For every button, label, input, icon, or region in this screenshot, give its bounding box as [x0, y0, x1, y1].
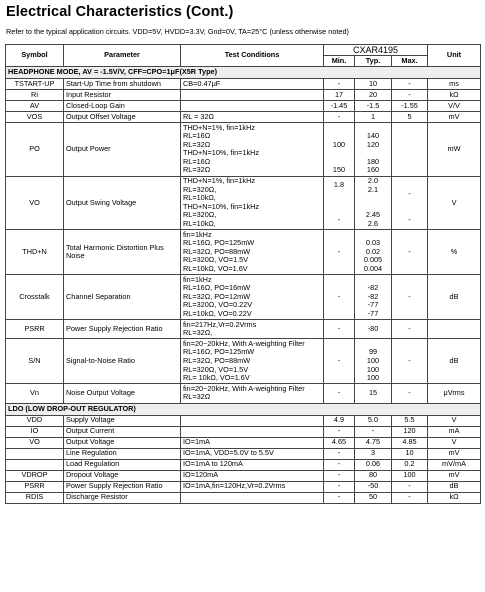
- cell-min: -: [324, 384, 355, 403]
- header-parameter: Parameter: [64, 45, 181, 67]
- cell-parameter: Start-Up Time from shutdown: [64, 79, 181, 90]
- page-subtitle: Refer to the typical application circuits. VDD=5V, HVDD=3.3V, Gnd=0V, TA=25°C (unless otherwise noted): [6, 27, 349, 36]
- cell-max: 0.2: [392, 459, 428, 470]
- table-row: [6, 275, 481, 320]
- cell-max: 10: [392, 448, 428, 459]
- header-unit: Unit: [428, 45, 481, 67]
- cell-symbol: RDIS: [6, 492, 64, 503]
- cell-parameter: Output Current: [64, 426, 181, 437]
- cell-conditions: [181, 481, 324, 492]
- cell-parameter: Dropout Voltage: [64, 470, 181, 481]
- table-row: [6, 384, 481, 403]
- header-test-conditions: Test Conditions: [181, 45, 324, 67]
- cell-parameter: Closed-Loop Gain: [64, 101, 181, 112]
- cell-min: 17: [324, 90, 355, 101]
- condition-line: RL=16Ω: [183, 156, 211, 166]
- cell-min: 4.9: [324, 415, 355, 426]
- condition-line: RL= 10kΩ, VO=1.6V: [183, 373, 250, 383]
- cell-typ: 0.06: [355, 459, 392, 470]
- cell-max: -: [392, 90, 428, 101]
- condition-line: fin=1kHz: [183, 229, 212, 239]
- cell-unit: mV: [428, 470, 481, 481]
- cell-parameter: Signal-to-Noise Ratio: [64, 339, 181, 384]
- header-symbol: Symbol: [6, 45, 64, 67]
- cell-symbol: Ri: [6, 90, 64, 101]
- cell-symbol: VDROP: [6, 470, 64, 481]
- condition-line: THD+N=10%, fin=1kHz: [183, 201, 260, 211]
- condition-line: RL=16Ω, PO=125mW: [183, 347, 255, 357]
- section-title: LDO (LOW DROP-OUT REGULATOR): [6, 403, 481, 415]
- cell-unit: mV: [428, 448, 481, 459]
- cell-typ: 2.0 2.1 2.45 2.6: [355, 176, 392, 230]
- table-row: [6, 230, 481, 275]
- table-row: [6, 112, 481, 123]
- cell-unit: kΩ: [428, 492, 481, 503]
- table-row: [6, 339, 481, 384]
- cell-min: 1.8 -: [324, 176, 355, 230]
- cell-typ: 4.75: [355, 437, 392, 448]
- cell-conditions: [181, 437, 324, 448]
- cell-unit: dB: [428, 339, 481, 384]
- condition-line: RL=32Ω,: [183, 328, 213, 338]
- cell-unit: V: [428, 415, 481, 426]
- cell-conditions: [181, 426, 324, 437]
- cell-typ: 50: [355, 492, 392, 503]
- table-body: [6, 67, 481, 504]
- cell-parameter: Power Supply Rejection Ratio: [64, 320, 181, 339]
- cell-conditions: [181, 320, 324, 339]
- table-row: [6, 459, 481, 470]
- cell-parameter: Noise Output Voltage: [64, 384, 181, 403]
- cell-typ: -80: [355, 320, 392, 339]
- cell-parameter: Load Regulation: [64, 459, 181, 470]
- cell-max: -: [392, 481, 428, 492]
- cell-unit: %: [428, 230, 481, 275]
- cell-unit: ms: [428, 79, 481, 90]
- condition-line: RL = 32Ω: [183, 111, 214, 121]
- table-row: [6, 320, 481, 339]
- cell-parameter: Total Harmonic Distortion Plus Noise: [64, 230, 181, 275]
- cell-unit: [428, 320, 481, 339]
- cell-typ: 80: [355, 470, 392, 481]
- cell-min: -: [324, 470, 355, 481]
- condition-line: RL=32Ω, PO=12mW: [183, 291, 251, 301]
- cell-symbol: [6, 448, 64, 459]
- cell-typ: 3: [355, 448, 392, 459]
- cell-parameter: Input Resistor: [64, 90, 181, 101]
- cell-typ: 0.03 0.02 0.005 0.004: [355, 230, 392, 275]
- condition-line: [183, 91, 321, 100]
- cell-conditions: [181, 230, 324, 275]
- cell-typ: -82 -82 -77 -77: [355, 275, 392, 320]
- cell-symbol: PSRR: [6, 481, 64, 492]
- cell-max: 120: [392, 426, 428, 437]
- cell-parameter: Line Regulation: [64, 448, 181, 459]
- cell-conditions: [181, 101, 324, 112]
- cell-unit: μVrms: [428, 384, 481, 403]
- cell-min: -: [324, 275, 355, 320]
- cell-max: 4.85: [392, 437, 428, 448]
- table-row: [6, 176, 481, 230]
- cell-unit: dB: [428, 275, 481, 320]
- cell-symbol: VOS: [6, 112, 64, 123]
- table-row: [6, 492, 481, 503]
- cell-conditions: [181, 492, 324, 503]
- cell-symbol: THD+N: [6, 230, 64, 275]
- cell-conditions: [181, 415, 324, 426]
- cell-typ: -50: [355, 481, 392, 492]
- cell-min: -: [324, 448, 355, 459]
- cell-symbol: Vn: [6, 384, 64, 403]
- cell-min: -: [324, 79, 355, 90]
- cell-typ: -1.5: [355, 101, 392, 112]
- cell-parameter: Discharge Resistor: [64, 492, 181, 503]
- cell-max: -: [392, 79, 428, 90]
- cell-symbol: Crosstalk: [6, 275, 64, 320]
- condition-line: IO=120mA: [183, 470, 219, 480]
- condition-line: RL=10kΩ,: [183, 219, 216, 229]
- cell-max: - -: [392, 176, 428, 230]
- condition-line: fin=20~20kHz, With A-weighting Filter: [183, 383, 305, 393]
- cell-max: -1.55: [392, 101, 428, 112]
- cell-typ: 99 100 100 100: [355, 339, 392, 384]
- condition-line: fin=1kHz: [183, 274, 212, 284]
- condition-line: RL=16Ω, PO=125mW: [183, 238, 255, 248]
- condition-line: RL=16Ω: [183, 131, 211, 141]
- cell-min: -1.45: [324, 101, 355, 112]
- table-row: [6, 470, 481, 481]
- cell-min: -: [324, 339, 355, 384]
- cell-typ: 15: [355, 384, 392, 403]
- cell-parameter: Channel Separation: [64, 275, 181, 320]
- condition-line: RL=10kΩ, VO=1.6V: [183, 264, 248, 274]
- cell-symbol: [6, 459, 64, 470]
- condition-line: RL=320Ω, VO=1.5V: [183, 364, 249, 374]
- page-title: Electrical Characteristics (Cont.): [6, 4, 234, 20]
- section-header-row: [6, 67, 481, 79]
- cell-unit: mV: [428, 112, 481, 123]
- cell-max: [392, 123, 428, 177]
- cell-parameter: Output Voltage: [64, 437, 181, 448]
- header-device: CXAR4195: [324, 45, 428, 56]
- cell-max: -: [392, 384, 428, 403]
- cell-min: -: [324, 481, 355, 492]
- cell-symbol: AV: [6, 101, 64, 112]
- cell-symbol: S/N: [6, 339, 64, 384]
- cell-symbol: TSTART-UP: [6, 79, 64, 90]
- table-row: [6, 79, 481, 90]
- condition-line: RL=320Ω,: [183, 184, 217, 194]
- cell-typ: 10: [355, 79, 392, 90]
- cell-conditions: [181, 459, 324, 470]
- condition-line: RL=320Ω, VO=0.22V: [183, 300, 253, 310]
- cell-unit: V/V: [428, 101, 481, 112]
- cell-max: -: [392, 230, 428, 275]
- condition-line: CB=0.47μF: [183, 78, 221, 88]
- cell-max: -: [392, 339, 428, 384]
- cell-unit: V: [428, 176, 481, 230]
- table-row: [6, 448, 481, 459]
- cell-min: -: [324, 459, 355, 470]
- electrical-characteristics-table: [5, 44, 481, 504]
- cell-conditions: [181, 275, 324, 320]
- section-title: HEADPHONE MODE, AV = -1.5V/V, CFF=CPO=1μF(X5R Type): [6, 67, 481, 79]
- cell-parameter: Power Supply Rejection Ratio: [64, 481, 181, 492]
- condition-line: RL=320Ω, VO=1.5V: [183, 255, 249, 265]
- cell-symbol: PSRR: [6, 320, 64, 339]
- table-row: [6, 437, 481, 448]
- cell-unit: mA: [428, 426, 481, 437]
- cell-max: -: [392, 492, 428, 503]
- condition-line: RL=10kΩ, VO=0.22V: [183, 309, 252, 319]
- condition-line: [183, 416, 321, 425]
- cell-max: 5.5: [392, 415, 428, 426]
- table-row: [6, 90, 481, 101]
- cell-min: -: [324, 320, 355, 339]
- cell-conditions: [181, 176, 324, 230]
- cell-min: 4.65: [324, 437, 355, 448]
- condition-line: fin=217Hz,Vr=0.2Vrms: [183, 319, 257, 329]
- cell-parameter: Output Swing Voltage: [64, 176, 181, 230]
- header-typ: Typ.: [355, 56, 392, 67]
- condition-line: RL=16Ω, PO=16mW: [183, 283, 251, 293]
- condition-line: RL=32Ω, PO=88mW: [183, 356, 251, 366]
- condition-line: [183, 493, 321, 502]
- cell-conditions: [181, 339, 324, 384]
- cell-max: -: [392, 275, 428, 320]
- table-row: [6, 481, 481, 492]
- cell-conditions: [181, 79, 324, 90]
- cell-symbol: VO: [6, 437, 64, 448]
- cell-unit: kΩ: [428, 90, 481, 101]
- cell-conditions: [181, 123, 324, 177]
- cell-min: -: [324, 230, 355, 275]
- cell-max: 5: [392, 112, 428, 123]
- header-min: Min.: [324, 56, 355, 67]
- cell-typ: 5.0: [355, 415, 392, 426]
- condition-line: RL=320Ω,: [183, 210, 217, 220]
- condition-line: RL=10kΩ,: [183, 193, 216, 203]
- cell-min: -: [324, 492, 355, 503]
- cell-conditions: [181, 384, 324, 403]
- cell-min: -: [324, 112, 355, 123]
- condition-line: [183, 427, 321, 436]
- cell-unit: V: [428, 437, 481, 448]
- cell-typ: -: [355, 426, 392, 437]
- cell-symbol: IO: [6, 426, 64, 437]
- header-max: Max.: [392, 56, 428, 67]
- condition-line: THD+N=10%, fin=1kHz: [183, 148, 260, 158]
- condition-line: [183, 102, 321, 111]
- cell-typ: 20: [355, 90, 392, 101]
- condition-line: RL=32Ω: [183, 392, 211, 402]
- cell-min: -: [324, 426, 355, 437]
- cell-max: 100: [392, 470, 428, 481]
- condition-line: IO=1mA, VDD=5.0V to 5.5V: [183, 448, 274, 458]
- cell-parameter: Supply Voltage: [64, 415, 181, 426]
- cell-conditions: [181, 470, 324, 481]
- condition-line: RL=32Ω: [183, 139, 211, 149]
- cell-conditions: [181, 112, 324, 123]
- condition-line: THD+N=1%, fin=1kHz: [183, 176, 255, 186]
- cell-parameter: Output Offset Voltage: [64, 112, 181, 123]
- condition-line: IO=1mA: [183, 437, 210, 447]
- table-row: [6, 415, 481, 426]
- table-row: [6, 101, 481, 112]
- cell-unit: mV/mA: [428, 459, 481, 470]
- cell-unit: mW: [428, 123, 481, 177]
- table-row: [6, 426, 481, 437]
- cell-parameter: Output Power: [64, 123, 181, 177]
- cell-conditions: [181, 90, 324, 101]
- cell-typ: 1: [355, 112, 392, 123]
- cell-symbol: VO: [6, 176, 64, 230]
- cell-symbol: VDD: [6, 415, 64, 426]
- condition-line: fin=20~20kHz, With A-weighting Filter: [183, 338, 305, 348]
- condition-line: RL=32Ω: [183, 165, 211, 175]
- cell-max: -: [392, 320, 428, 339]
- condition-line: RL=32Ω, PO=88mW: [183, 246, 251, 256]
- cell-unit: dB: [428, 481, 481, 492]
- section-header-row: [6, 403, 481, 415]
- cell-min: 100 150: [324, 123, 355, 177]
- cell-typ: 140 120 180 160: [355, 123, 392, 177]
- cell-conditions: [181, 448, 324, 459]
- condition-line: IO=1mA to 120mA: [183, 459, 243, 469]
- table-row: [6, 123, 481, 177]
- cell-symbol: PO: [6, 123, 64, 177]
- condition-line: IO=1mA,fin=120Hz,Vr=0.2Vrms: [183, 481, 286, 491]
- condition-line: THD+N=1%, fin=1kHz: [183, 122, 255, 132]
